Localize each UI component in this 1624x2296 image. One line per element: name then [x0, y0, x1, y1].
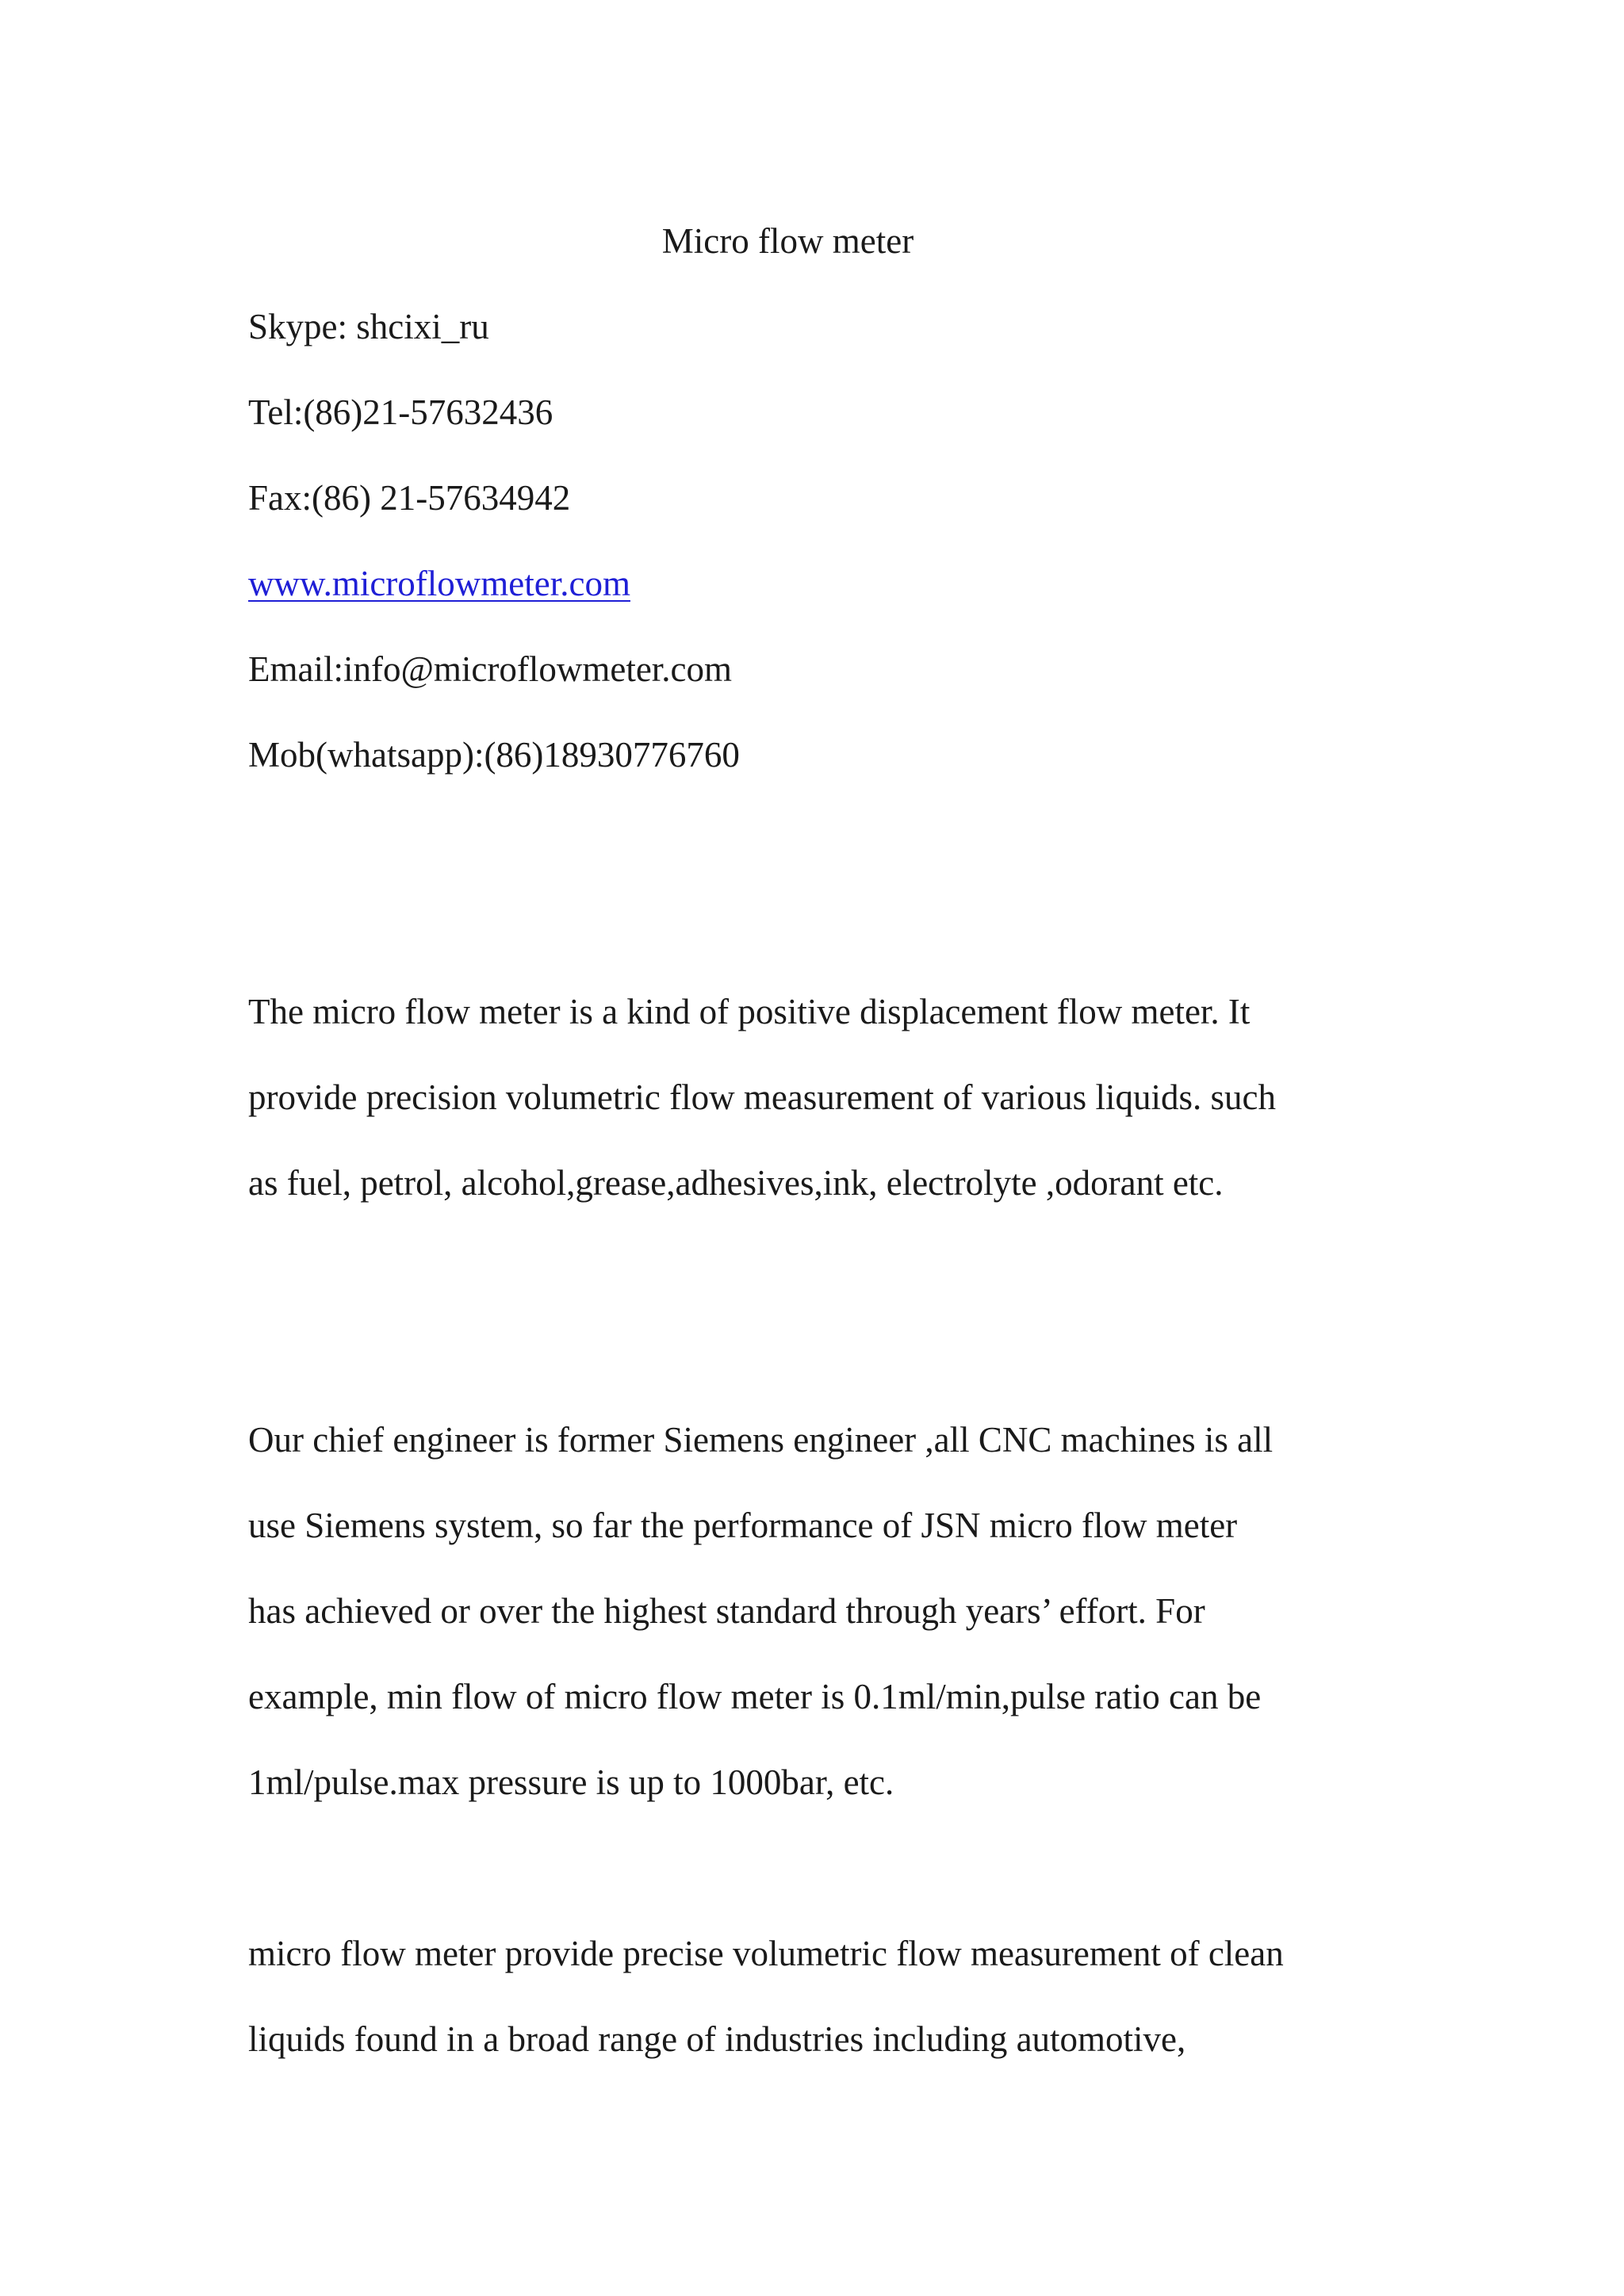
document-title: Micro flow meter — [661, 221, 914, 261]
paragraph-2-line-2: use Siemens system, so far the performance of JSN micro flow meter — [248, 1506, 1238, 1545]
paragraph-3-line-1: micro flow meter provide precise volumetric flow measurement of clean — [248, 1934, 1284, 1973]
paragraph-1-line-3: as fuel, petrol, alcohol,grease,adhesives,ink, electrolyte ,odorant etc. — [248, 1163, 1224, 1203]
mobile-contact: Mob(whatsapp):(86)18930776760 — [248, 735, 740, 775]
paragraph-2-line-1: Our chief engineer is former Siemens engineer ,all CNC machines is all — [248, 1420, 1274, 1460]
paragraph-1-line-2: provide precision volumetric flow measurement of various liquids. such — [248, 1077, 1276, 1117]
paragraph-2-line-3: has achieved or over the highest standard through years’ effort. For — [248, 1591, 1205, 1631]
telephone-contact: Tel:(86)21-57632436 — [248, 392, 553, 432]
fax-contact: Fax:(86) 21-57634942 — [248, 478, 571, 518]
email-contact: Email:info@microflowmeter.com — [248, 649, 733, 689]
paragraph-2-line-5: 1ml/pulse.max pressure is up to 1000bar, etc. — [248, 1762, 894, 1802]
paragraph-1-line-1: The micro flow meter is a kind of positive displacement flow meter. It — [248, 992, 1251, 1031]
paragraph-2-line-4: example, min flow of micro flow meter is 0.1ml/min,pulse ratio can be — [248, 1677, 1262, 1716]
website-link[interactable]: www.microflowmeter.com — [248, 564, 630, 603]
paragraph-3-line-2: liquids found in a broad range of industries including automotive, — [248, 2019, 1186, 2059]
skype-contact: Skype: shcixi_ru — [248, 307, 489, 346]
